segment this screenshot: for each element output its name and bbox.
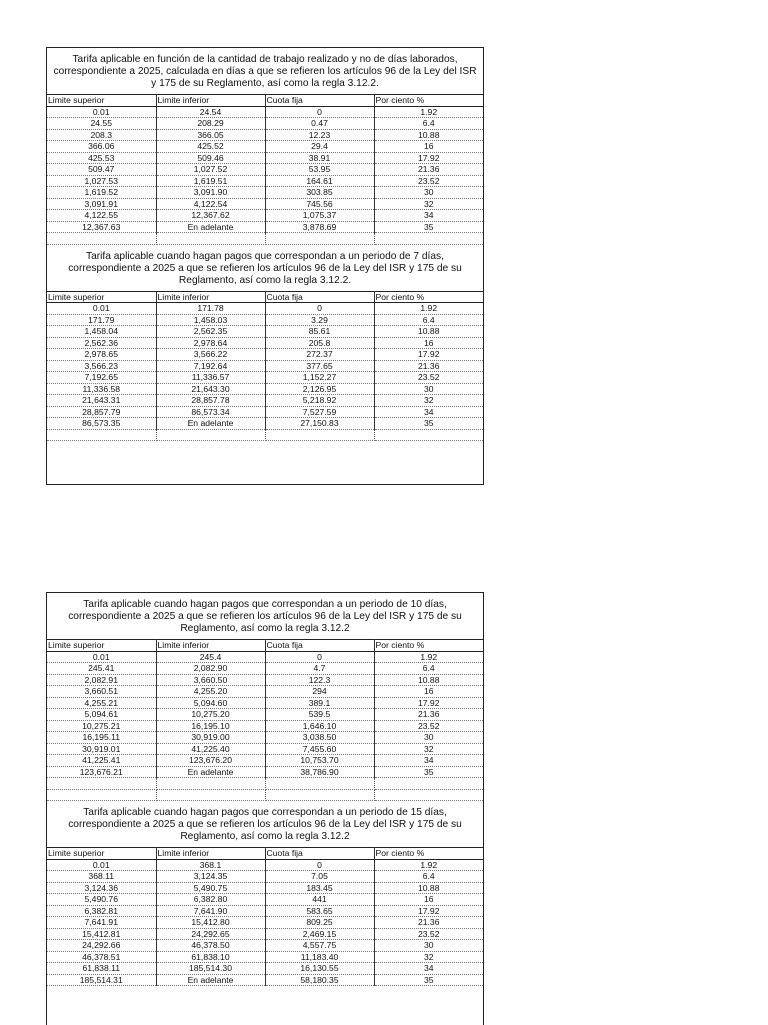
table-cell: 303.85 [265, 187, 374, 199]
table-cell: 34 [374, 406, 483, 418]
column-header: Limite inferior [156, 640, 265, 652]
table-cell: 12,367.63 [47, 221, 156, 233]
table-row [47, 905, 483, 917]
table-cell: 441 [265, 894, 374, 906]
table-cell: 21.36 [374, 709, 483, 721]
table-cell: 0.01 [47, 303, 156, 315]
table-cell: 208.29 [156, 118, 265, 130]
table-cell: 32 [374, 395, 483, 407]
table-row [47, 164, 483, 176]
table-cell: 6,382.81 [47, 905, 156, 917]
table-cell: 24.54 [156, 106, 265, 118]
table-cell: 5,094.60 [156, 697, 265, 709]
column-header: Limite superior [47, 291, 156, 303]
empty-cell [47, 233, 156, 245]
table-cell: 5,490.76 [47, 894, 156, 906]
empty-cell [156, 233, 265, 245]
table-row [47, 651, 483, 663]
table-row [47, 118, 483, 130]
table-cell: 1,027.53 [47, 175, 156, 187]
table-cell: 23.52 [374, 175, 483, 187]
table-row [47, 221, 483, 233]
table-cell: 61,838.11 [47, 963, 156, 975]
empty-row [47, 429, 483, 441]
table-cell: 0.47 [265, 118, 374, 130]
table-cell: 3,124.36 [47, 882, 156, 894]
table-cell: 245.41 [47, 663, 156, 675]
table-cell: 17.92 [374, 152, 483, 164]
table-cell: 46,378.51 [47, 951, 156, 963]
table-row [47, 141, 483, 153]
table-cell: 10.88 [374, 326, 483, 338]
table-row [47, 720, 483, 732]
table-cell: 2,126.95 [265, 383, 374, 395]
table-row [47, 198, 483, 210]
table-row [47, 917, 483, 929]
table-cell: 24,292.66 [47, 940, 156, 952]
table-row [47, 175, 483, 187]
table-cell: 30 [374, 187, 483, 199]
column-header: Limite inferior [156, 291, 265, 303]
table-cell: 3,124.35 [156, 871, 265, 883]
table-cell: 366.06 [47, 141, 156, 153]
table-cell: 7.05 [265, 871, 374, 883]
page-two [46, 592, 484, 1025]
table-cell: 16,130.55 [265, 963, 374, 975]
empty-cell [265, 233, 374, 245]
table-cell: 368.1 [156, 859, 265, 871]
table-cell: 1.92 [374, 106, 483, 118]
table-cell: 377.65 [265, 360, 374, 372]
table-cell: 30 [374, 383, 483, 395]
table-cell: 389.1 [265, 697, 374, 709]
table-row [47, 755, 483, 767]
table-cell: 4,122.55 [47, 210, 156, 222]
table-cell: 35 [374, 974, 483, 986]
empty-cell [374, 233, 483, 245]
table-row [47, 974, 483, 986]
table-cell: 21.36 [374, 917, 483, 929]
table-row [47, 859, 483, 871]
table-cell: 16,195.10 [156, 720, 265, 732]
table-cell: 30 [374, 732, 483, 744]
empty-cell [156, 789, 265, 801]
table-cell: 16 [374, 894, 483, 906]
column-header: Limite inferior [156, 95, 265, 107]
empty-cell [374, 789, 483, 801]
table-cell: 294 [265, 686, 374, 698]
table-cell: 28,857.78 [156, 395, 265, 407]
column-header: Limite inferior [156, 848, 265, 860]
table-cell: 5,490.75 [156, 882, 265, 894]
table-cell: 0 [265, 651, 374, 663]
column-header: Cuota fija [265, 291, 374, 303]
table-row [47, 210, 483, 222]
tax-table-15-days [47, 847, 483, 986]
table-cell: 16 [374, 686, 483, 698]
table-cell: 2,469.15 [265, 928, 374, 940]
table-row [47, 303, 483, 315]
table-header-row [47, 291, 483, 303]
table-cell: 3,091.91 [47, 198, 156, 210]
table-cell: 171.78 [156, 303, 265, 315]
table-cell: 30,919.00 [156, 732, 265, 744]
table-title: Tarifa aplicable en función de la cantidad de trabajo realizado y no de días laborados, correspondiente a 2025, calculada en días a que se refieren los artículos 96 de la Ley del ISR y 175 de su Reglamento, así como la regla 3.12.2. [53, 54, 477, 89]
empty-cell [265, 789, 374, 801]
table-cell: 7,641.91 [47, 917, 156, 929]
table-cell: 6.4 [374, 314, 483, 326]
empty-cell [265, 778, 374, 790]
table-cell: 11,336.58 [47, 383, 156, 395]
table-row [47, 732, 483, 744]
table-cell: 185,514.31 [47, 974, 156, 986]
table-cell: 1,075.37 [265, 210, 374, 222]
table-cell: 16,195.11 [47, 732, 156, 744]
table-cell: 171.79 [47, 314, 156, 326]
table-row [47, 663, 483, 675]
page-one [46, 47, 484, 485]
table-cell: 809.25 [265, 917, 374, 929]
table-title: Tarifa aplicable cuando hagan pagos que correspondan a un periodo de 7 días, correspondiente a 2025 a que se refieren los artículos 96 de la Ley del ISR y 175 de su Reglamento, así como la regla 3.12.2. [68, 250, 462, 286]
table-cell: 123,676.21 [47, 766, 156, 778]
table-cell: 3,878.69 [265, 221, 374, 233]
table-cell: 35 [374, 418, 483, 430]
table-row [47, 686, 483, 698]
table-cell: 16 [374, 337, 483, 349]
table-cell: 23.52 [374, 372, 483, 384]
table-cell: 745.56 [265, 198, 374, 210]
table-cell: 7,641.90 [156, 905, 265, 917]
table-cell: 425.53 [47, 152, 156, 164]
table-title: Tarifa aplicable cuando hagan pagos que correspondan a un periodo de 10 días, correspondiente a 2025 a que se refieren los artículos 96 de la Ley del ISR y 175 de su Reglamento, así como la regla 3.12.2 [68, 599, 462, 634]
table-cell: 17.92 [374, 697, 483, 709]
table-cell: 53.95 [265, 164, 374, 176]
table-cell: 7,192.64 [156, 360, 265, 372]
tax-table-7-days [47, 291, 483, 442]
empty-row [47, 778, 483, 790]
table-cell: 35 [374, 221, 483, 233]
table-cell: 30 [374, 940, 483, 952]
table-cell: 1.92 [374, 303, 483, 315]
column-header: Por ciento % [374, 95, 483, 107]
column-header: Limite superior [47, 848, 156, 860]
table-cell: 6.4 [374, 871, 483, 883]
column-header: Limite superior [47, 640, 156, 652]
table-cell: 1,458.03 [156, 314, 265, 326]
table-cell: 183.45 [265, 882, 374, 894]
table-cell: 3.29 [265, 314, 374, 326]
table-cell: 11,336.57 [156, 372, 265, 384]
table-row [47, 406, 483, 418]
empty-cell [47, 429, 156, 441]
table-cell: 272.37 [265, 349, 374, 361]
table-cell: 24,292.65 [156, 928, 265, 940]
table-cell: 4,255.20 [156, 686, 265, 698]
table-cell: 61,838.10 [156, 951, 265, 963]
table-cell: 38,786.90 [265, 766, 374, 778]
table-cell: 7,192.65 [47, 372, 156, 384]
table-row [47, 349, 483, 361]
table-cell: 10.88 [374, 674, 483, 686]
table-header-row [47, 848, 483, 860]
table-cell: 32 [374, 743, 483, 755]
table-cell: 21.36 [374, 360, 483, 372]
table-cell: 34 [374, 210, 483, 222]
table-row [47, 766, 483, 778]
table-cell: 28,857.79 [47, 406, 156, 418]
table-row [47, 963, 483, 975]
table-row [47, 951, 483, 963]
table-header-row [47, 640, 483, 652]
table-row [47, 395, 483, 407]
table-cell: 509.47 [47, 164, 156, 176]
table-cell: 583.65 [265, 905, 374, 917]
table-cell: 539.5 [265, 709, 374, 721]
table-cell: 6.4 [374, 663, 483, 675]
table-cell: En adelante [156, 418, 265, 430]
empty-cell [47, 778, 156, 790]
tax-table-daily [47, 94, 483, 245]
table-cell: 41,225.40 [156, 743, 265, 755]
table-cell: 0.01 [47, 106, 156, 118]
table-cell: 30,919.01 [47, 743, 156, 755]
table-cell: 2,082.91 [47, 674, 156, 686]
tax-table-10-days [47, 639, 483, 801]
table-cell: 3,566.22 [156, 349, 265, 361]
empty-row [47, 789, 483, 801]
table-cell: 2,978.64 [156, 337, 265, 349]
table-cell: 3,660.50 [156, 674, 265, 686]
table-row [47, 106, 483, 118]
table-row [47, 894, 483, 906]
table-cell: 10.88 [374, 882, 483, 894]
table-cell: 1,619.51 [156, 175, 265, 187]
table-cell: 0 [265, 303, 374, 315]
table-cell: 2,082.90 [156, 663, 265, 675]
table-cell: 41,225.41 [47, 755, 156, 767]
column-header: Por ciento % [374, 640, 483, 652]
table-cell: 2,978.65 [47, 349, 156, 361]
table-cell: 123,676.20 [156, 755, 265, 767]
empty-cell [47, 789, 156, 801]
table-cell: 509.46 [156, 152, 265, 164]
table-cell: 1,646.10 [265, 720, 374, 732]
table-cell: 208.3 [47, 129, 156, 141]
table-cell: 6.4 [374, 118, 483, 130]
table-cell: 3,660.51 [47, 686, 156, 698]
table-cell: 10,753.70 [265, 755, 374, 767]
table-cell: 12.23 [265, 129, 374, 141]
table-cell: 11,183.40 [265, 951, 374, 963]
table-row [47, 360, 483, 372]
table-cell: 21,643.31 [47, 395, 156, 407]
table-cell: 2,562.35 [156, 326, 265, 338]
table-cell: 17.92 [374, 349, 483, 361]
table-cell: 7,455.60 [265, 743, 374, 755]
table-cell: 15,412.81 [47, 928, 156, 940]
empty-cell [374, 778, 483, 790]
table-cell: En adelante [156, 974, 265, 986]
empty-cell [374, 429, 483, 441]
table-cell: 4,557.75 [265, 940, 374, 952]
table-header-row [47, 95, 483, 107]
table-row [47, 674, 483, 686]
empty-cell [156, 778, 265, 790]
table-row [47, 152, 483, 164]
table-cell: 4,122.54 [156, 198, 265, 210]
table-cell: 3,566.23 [47, 360, 156, 372]
table-cell: 58,180.35 [265, 974, 374, 986]
table-cell: 1,152.27 [265, 372, 374, 384]
table-cell: 12,367.62 [156, 210, 265, 222]
table-cell: 24.55 [47, 118, 156, 130]
table-cell: 1,027.52 [156, 164, 265, 176]
table-cell: 34 [374, 755, 483, 767]
table-cell: 1.92 [374, 859, 483, 871]
table-cell: 3,038.50 [265, 732, 374, 744]
table-row [47, 326, 483, 338]
table-row [47, 928, 483, 940]
table-cell: 38.91 [265, 152, 374, 164]
column-header: Cuota fija [265, 848, 374, 860]
table-row [47, 871, 483, 883]
table-row [47, 882, 483, 894]
table-cell: 21,643.30 [156, 383, 265, 395]
table-cell: En adelante [156, 766, 265, 778]
table-cell: 10.88 [374, 129, 483, 141]
table-cell: 3,091.90 [156, 187, 265, 199]
column-header: Por ciento % [374, 291, 483, 303]
table-cell: 185,514.30 [156, 963, 265, 975]
table-cell: 4.7 [265, 663, 374, 675]
column-header: Cuota fija [265, 640, 374, 652]
table-cell: 1,619.52 [47, 187, 156, 199]
table-cell: 16 [374, 141, 483, 153]
table-cell: 1,458.04 [47, 326, 156, 338]
table-cell: 0.01 [47, 651, 156, 663]
table-row [47, 314, 483, 326]
table-cell: 366.05 [156, 129, 265, 141]
table-cell: 425.52 [156, 141, 265, 153]
table-row [47, 383, 483, 395]
table-cell: 35 [374, 766, 483, 778]
table-row [47, 129, 483, 141]
table-cell: 7,527.59 [265, 406, 374, 418]
table-cell: 10,275.21 [47, 720, 156, 732]
empty-row [47, 233, 483, 245]
column-header: Cuota fija [265, 95, 374, 107]
table-row [47, 940, 483, 952]
table-cell: 368.11 [47, 871, 156, 883]
table-cell: 23.52 [374, 928, 483, 940]
table-row [47, 187, 483, 199]
table-cell: 122.3 [265, 674, 374, 686]
table-cell: 17.92 [374, 905, 483, 917]
table-cell: 0 [265, 859, 374, 871]
table-cell: En adelante [156, 221, 265, 233]
empty-cell [156, 429, 265, 441]
table-cell: 34 [374, 963, 483, 975]
table-cell: 1.92 [374, 651, 483, 663]
table-cell: 2,562.36 [47, 337, 156, 349]
table-row [47, 337, 483, 349]
table-cell: 46,378.50 [156, 940, 265, 952]
table-cell: 15,412.80 [156, 917, 265, 929]
table-row [47, 743, 483, 755]
table-cell: 6,382.80 [156, 894, 265, 906]
table-cell: 164.61 [265, 175, 374, 187]
table-cell: 21.36 [374, 164, 483, 176]
table-row [47, 418, 483, 430]
column-header: Limite superior [47, 95, 156, 107]
table-cell: 0.01 [47, 859, 156, 871]
table-cell: 245.4 [156, 651, 265, 663]
table-row [47, 697, 483, 709]
table-cell: 5,218.92 [265, 395, 374, 407]
table-cell: 0 [265, 106, 374, 118]
table-cell: 23.52 [374, 720, 483, 732]
table-title: Tarifa aplicable cuando hagan pagos que correspondan a un periodo de 15 días, correspondiente a 2025 a que se refieren los artículos 96 de la Ley del ISR y 175 de su Reglamento, así como la regla 3.12.2 [68, 807, 462, 842]
empty-cell [265, 429, 374, 441]
table-cell: 205.8 [265, 337, 374, 349]
table-cell: 32 [374, 951, 483, 963]
table-row [47, 709, 483, 721]
column-header: Por ciento % [374, 848, 483, 860]
table-cell: 86,573.35 [47, 418, 156, 430]
table-cell: 10,275.20 [156, 709, 265, 721]
table-cell: 86,573.34 [156, 406, 265, 418]
table-cell: 27,150.83 [265, 418, 374, 430]
table-cell: 32 [374, 198, 483, 210]
table-cell: 4,255.21 [47, 697, 156, 709]
table-cell: 85.61 [265, 326, 374, 338]
table-cell: 29.4 [265, 141, 374, 153]
table-cell: 5,094.61 [47, 709, 156, 721]
table-row [47, 372, 483, 384]
